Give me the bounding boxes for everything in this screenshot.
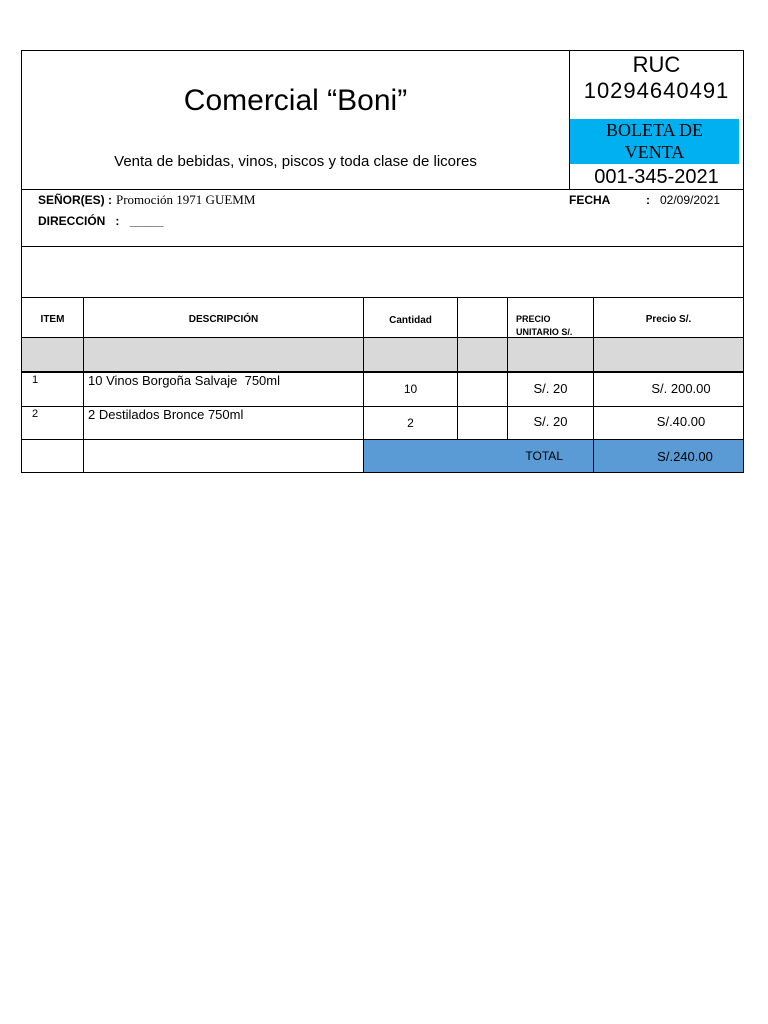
fecha-value: 02/09/2021 [660, 193, 721, 207]
company-tagline: Venta de bebidas, vinos, piscos y toda clase de licores [114, 153, 477, 170]
header-cantidad: Cantidad [389, 315, 432, 326]
row2-descripcion: 2 Destilados Bronce 750ml [88, 407, 244, 422]
header-precio-unitario-line2: UNITARIO S/. [516, 327, 573, 337]
row2-unitario: S/. 20 [533, 414, 568, 429]
table-line-1 [21, 337, 744, 338]
row1-cantidad: 10 [403, 382, 418, 396]
header-precio-unitario [516, 313, 572, 339]
border-top [21, 50, 744, 51]
row1-item: 1 [32, 374, 39, 386]
header-item: ITEM [40, 314, 65, 325]
header-bottom-line [21, 189, 744, 190]
customer-bottom-line [21, 246, 744, 247]
table-line-4 [21, 439, 744, 440]
border-right [743, 50, 744, 473]
fecha-label: FECHA [569, 193, 611, 207]
ruc-label: RUC [632, 52, 681, 77]
direccion-label: DIRECCIÓN : [38, 214, 120, 228]
border-bottom [21, 472, 744, 473]
document-type-line1: BOLETA DE [605, 120, 704, 140]
document-type-box [570, 119, 739, 164]
document-type-line2: VENTA [624, 142, 685, 162]
row2-cantidad: 2 [407, 416, 414, 430]
header-precio: Precio S/. [645, 314, 692, 325]
senor-value: Promoción 1971 GUEMM [116, 192, 256, 207]
table-gray-row [22, 338, 743, 371]
total-label: TOTAL [525, 449, 563, 463]
header-precio-unitario-line1: PRECIO [516, 314, 551, 324]
row1-descripcion: 10 Vinos Borgoña Salvaje 750ml [88, 373, 280, 388]
table-col-line-3 [457, 297, 458, 440]
fecha-separator: : [646, 193, 650, 207]
ruc-number: 10294640491 [583, 78, 730, 103]
senor-label: SEÑOR(ES) : [38, 193, 113, 207]
direccion-value: _____ [130, 214, 164, 228]
total-value: S/.240.00 [657, 449, 713, 464]
row1-precio: S/. 200.00 [651, 381, 711, 396]
document-number: 001-345-2021 [594, 166, 719, 188]
company-name: Comercial “Boni” [183, 84, 408, 117]
row2-item: 2 [32, 408, 39, 420]
header-descripcion: DESCRIPCIÓN [188, 314, 259, 325]
table-top-line [21, 297, 744, 298]
row2-precio: S/.40.00 [656, 414, 706, 429]
row1-unitario: S/. 20 [533, 381, 568, 396]
